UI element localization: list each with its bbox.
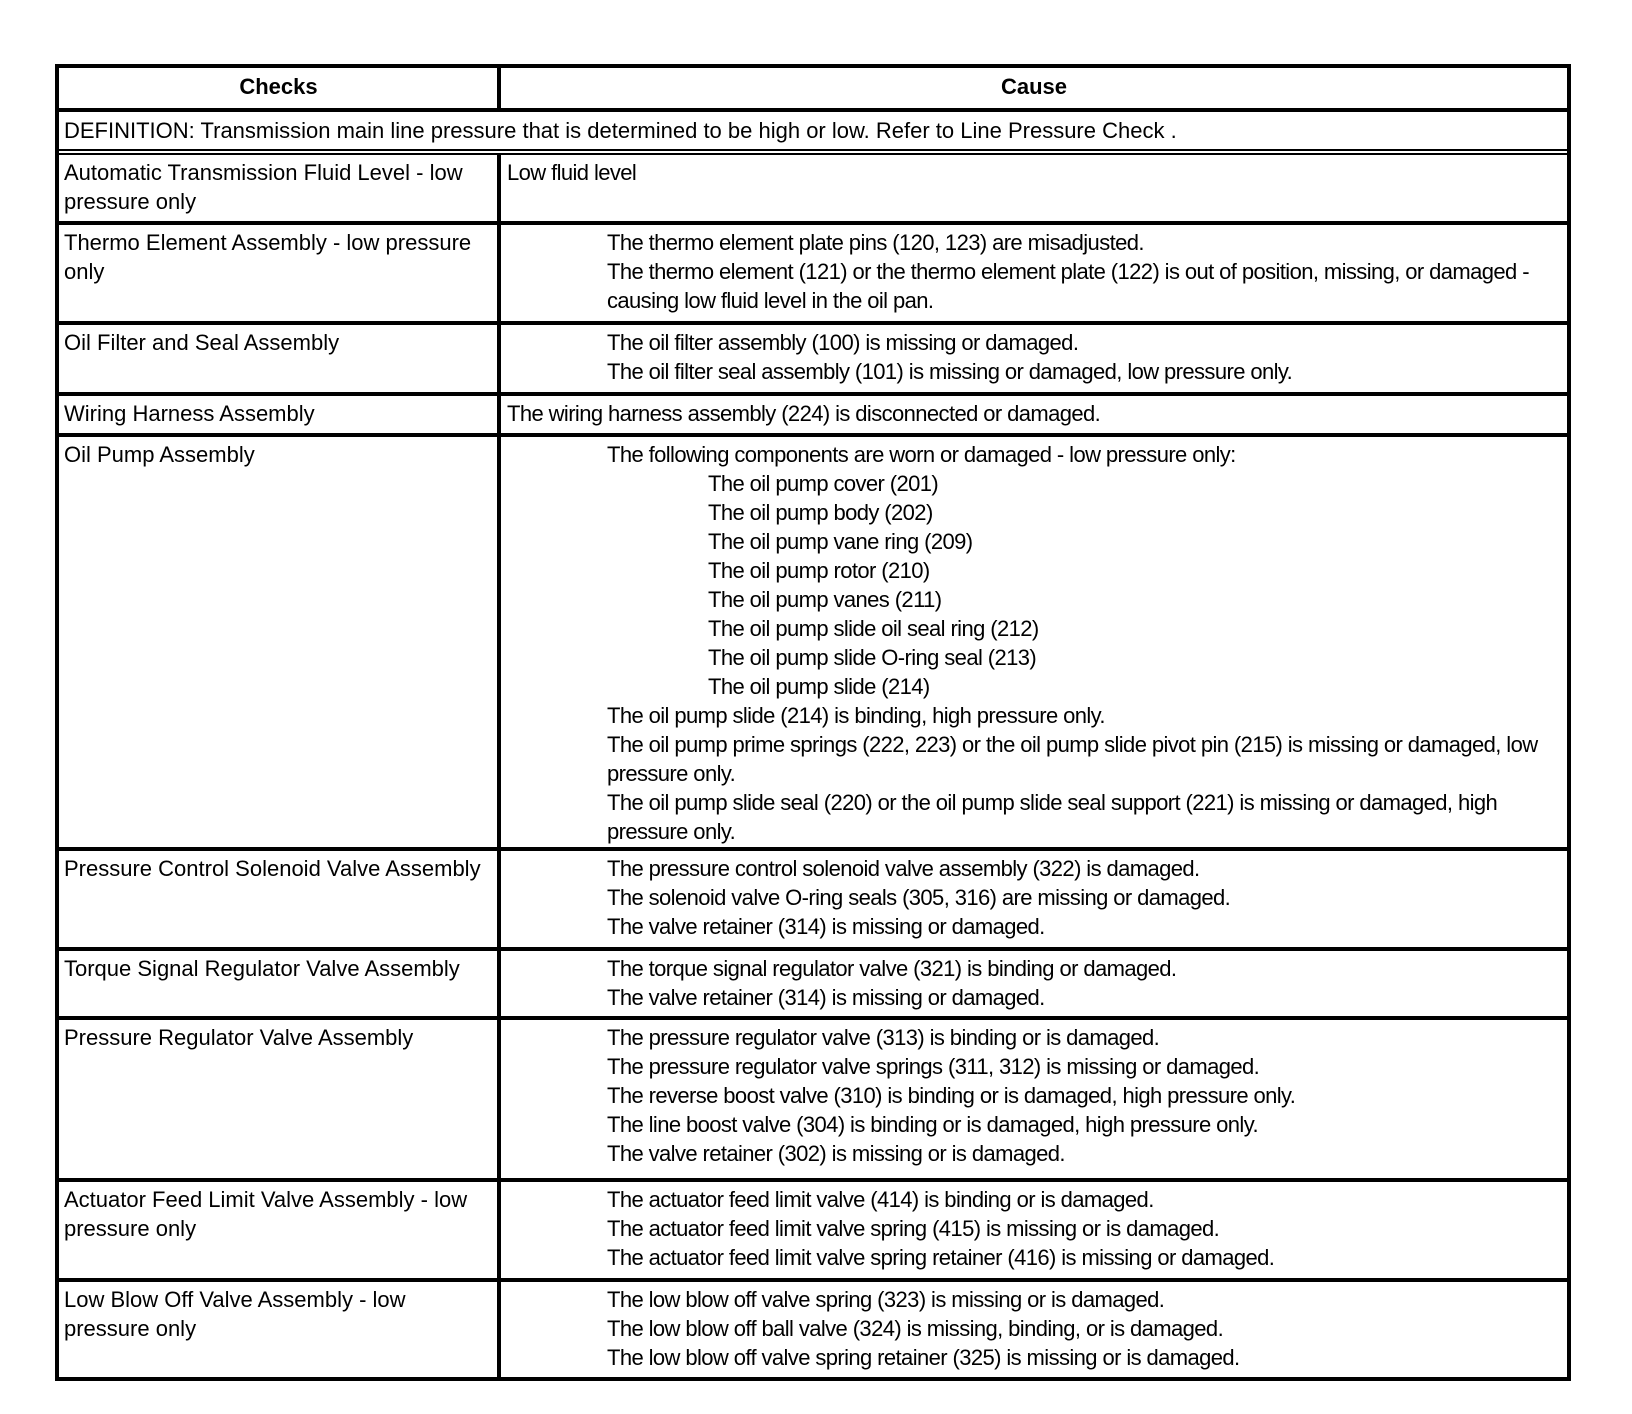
cause-line: The pressure control solenoid valve assembly (322) is damaged. xyxy=(607,856,1200,881)
check-cell: Actuator Feed Limit Valve Assembly - low pressure only xyxy=(59,1182,501,1278)
cause-line: The oil pump cover (201) xyxy=(708,471,939,496)
check-cell: Wiring Harness Assembly xyxy=(59,396,501,433)
table-row xyxy=(59,325,1567,396)
cause-cell xyxy=(501,155,1567,221)
table-body xyxy=(59,155,1567,1377)
cause-line: The oil pump slide (214) is binding, high pressure only. xyxy=(607,703,1105,728)
definition-text: DEFINITION: Transmission main line pressure that is determined to be high or low. Refer to Line Pressure Check . xyxy=(64,118,1177,143)
cause-line: The torque signal regulator valve (321) is binding or damaged. xyxy=(607,956,1177,981)
table-row xyxy=(59,1182,1567,1282)
cause-cell xyxy=(501,437,1567,847)
table-row xyxy=(59,1020,1567,1182)
check-cell: Torque Signal Regulator Valve Assembly xyxy=(59,951,501,1016)
cause-line: The low blow off ball valve (324) is missing, binding, or is damaged. xyxy=(607,1316,1224,1341)
table-row xyxy=(59,437,1567,851)
cause-line: The oil filter seal assembly (101) is missing or damaged, low pressure only. xyxy=(607,359,1293,384)
cause-line: The oil pump slide O-ring seal (213) xyxy=(708,645,1037,670)
cause-cell xyxy=(501,1282,1567,1377)
cause-line: The oil pump slide seal (220) or the oil pump slide seal support (221) is missing or damaged, high pressure only. xyxy=(607,790,1503,844)
cause-line: The low blow off valve spring (323) is missing or is damaged. xyxy=(607,1287,1165,1312)
cause-line: The thermo element plate pins (120, 123) are misadjusted. xyxy=(607,230,1144,255)
cause-line: The valve retainer (314) is missing or damaged. xyxy=(607,914,1045,939)
cause-line: The actuator feed limit valve spring (415) is missing or is damaged. xyxy=(607,1216,1220,1241)
cause-line: The valve retainer (302) is missing or is damaged. xyxy=(607,1141,1065,1166)
cause-line: The line boost valve (304) is binding or is damaged, high pressure only. xyxy=(607,1112,1259,1137)
check-cell: Thermo Element Assembly - low pressure only xyxy=(59,225,501,321)
check-cell: Oil Pump Assembly xyxy=(59,437,501,847)
table-row xyxy=(59,225,1567,325)
cause-line: Low fluid level xyxy=(507,160,637,185)
check-cell: Oil Filter and Seal Assembly xyxy=(59,325,501,392)
header-cause: Cause xyxy=(1000,74,1068,99)
table-row xyxy=(59,951,1567,1020)
cause-line: The actuator feed limit valve spring retainer (416) is missing or damaged. xyxy=(607,1245,1275,1270)
cause-cell xyxy=(501,225,1567,321)
cause-line: The valve retainer (314) is missing or damaged. xyxy=(607,985,1045,1010)
cause-cell xyxy=(501,396,1567,433)
cause-cell xyxy=(501,1020,1567,1178)
check-cell: Pressure Control Solenoid Valve Assembly xyxy=(59,851,501,947)
cause-line: The pressure regulator valve springs (311, 312) is missing or damaged. xyxy=(607,1054,1260,1079)
cause-line: The actuator feed limit valve (414) is binding or is damaged. xyxy=(607,1187,1154,1212)
cause-line: The oil pump slide (214) xyxy=(708,674,930,699)
cause-cell xyxy=(501,951,1567,1016)
definition-row xyxy=(59,112,1567,155)
cause-line: The wiring harness assembly (224) is disconnected or damaged. xyxy=(507,401,1101,426)
table-row xyxy=(59,1282,1567,1377)
cause-cell xyxy=(501,325,1567,392)
cause-line: The solenoid valve O-ring seals (305, 316) are missing or damaged. xyxy=(607,885,1231,910)
cause-cell xyxy=(501,851,1567,947)
cause-line: The following components are worn or damaged - low pressure only: xyxy=(607,442,1236,467)
table-row xyxy=(59,396,1567,437)
header-checks: Checks xyxy=(59,68,501,108)
cause-line: The oil pump slide oil seal ring (212) xyxy=(708,616,1039,641)
cause-line: The reverse boost valve (310) is binding or is damaged, high pressure only. xyxy=(607,1083,1296,1108)
diagnostic-table xyxy=(55,64,1571,1381)
table-row xyxy=(59,851,1567,951)
check-cell: Automatic Transmission Fluid Level - low pressure only xyxy=(59,155,501,221)
cause-line: The oil pump prime springs (222, 223) or the oil pump slide pivot pin (215) is missing or damaged, low pressure only. xyxy=(607,732,1544,786)
cause-line: The oil pump vanes (211) xyxy=(708,587,942,612)
cause-line: The thermo element (121) or the thermo element plate (122) is out of position, missing, or damaged - causing low fluid level in the oil pan. xyxy=(607,259,1535,313)
check-cell: Low Blow Off Valve Assembly - low pressure only xyxy=(59,1282,501,1377)
cause-line: The pressure regulator valve (313) is binding or is damaged. xyxy=(607,1025,1160,1050)
table-row xyxy=(59,155,1567,225)
cause-line: The oil filter assembly (100) is missing or damaged. xyxy=(607,330,1079,355)
header-row xyxy=(59,68,1567,112)
cause-line: The oil pump vane ring (209) xyxy=(708,529,973,554)
cause-line: The low blow off valve spring retainer (325) is missing or is damaged. xyxy=(607,1345,1240,1370)
check-cell: Pressure Regulator Valve Assembly xyxy=(59,1020,501,1178)
cause-cell xyxy=(501,1182,1567,1278)
cause-line: The oil pump rotor (210) xyxy=(708,558,930,583)
cause-line: The oil pump body (202) xyxy=(708,500,933,525)
